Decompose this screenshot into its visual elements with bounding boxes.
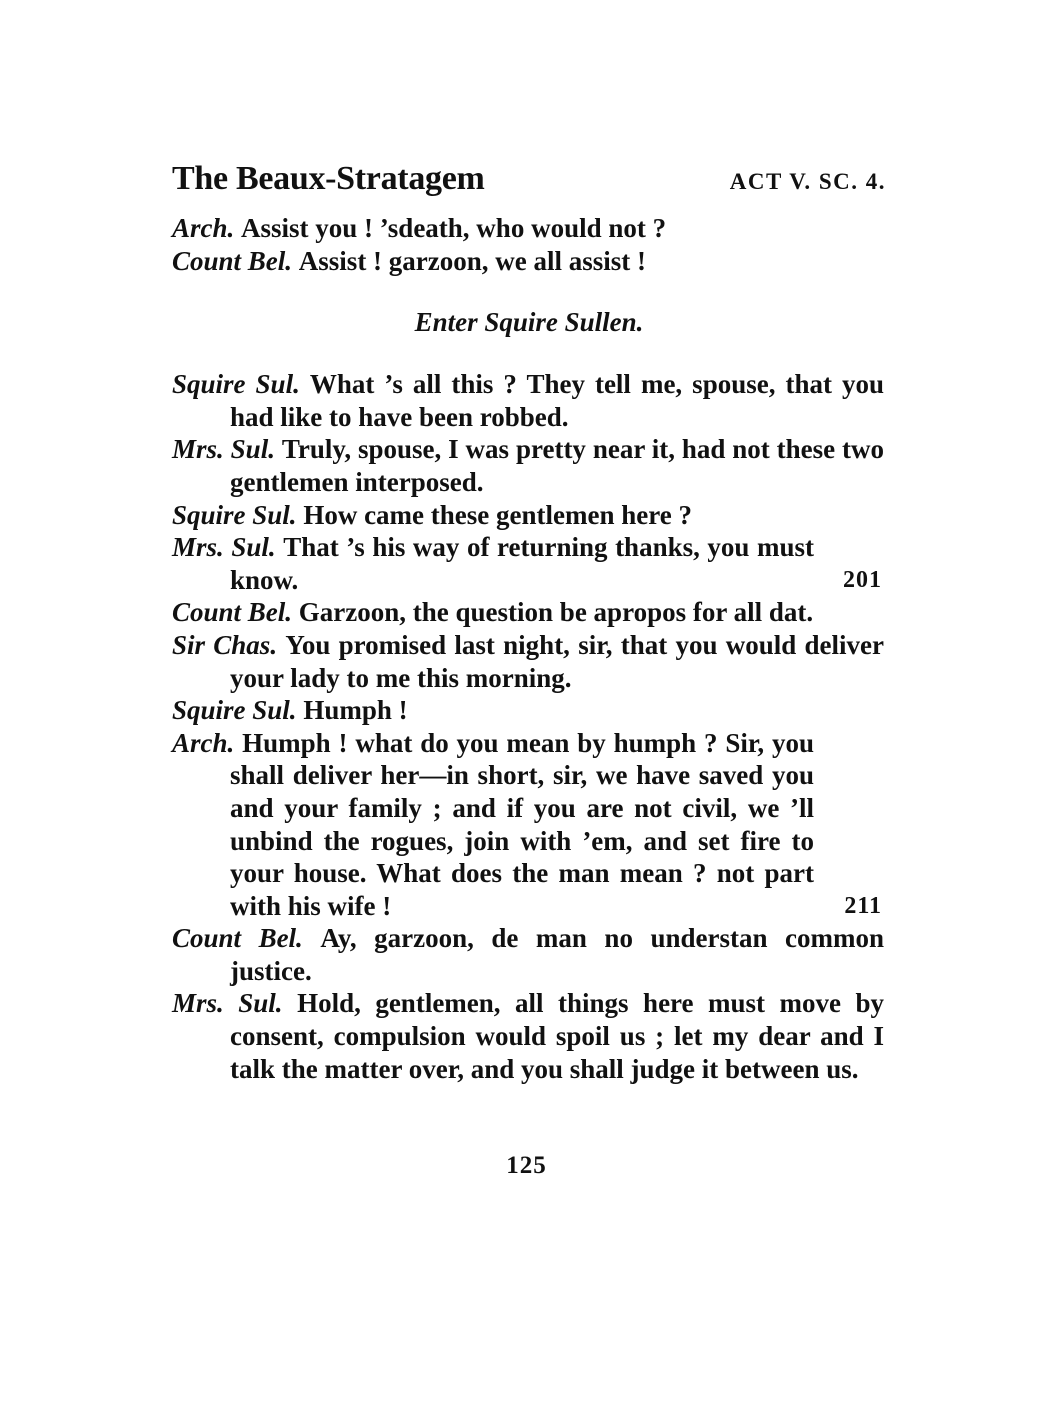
speech xyxy=(172,922,884,987)
speech-text: You promised last night, sir, that you would deliver your lady to me this morning. xyxy=(230,629,885,693)
speech xyxy=(172,987,884,1085)
speech-text: Truly, spouse, I was pretty near it, had not these two gentlemen interposed. xyxy=(230,434,885,497)
speech-text: That ’s his way of returning thanks, you must know. xyxy=(230,532,815,595)
speaker-name: Squire Sul. xyxy=(172,695,297,726)
speaker-name: Arch. xyxy=(172,213,235,243)
speech-text: Assist you ! ’sdeath, who would not ? xyxy=(241,213,667,243)
line-number: 201 xyxy=(843,566,882,593)
speech xyxy=(172,727,884,923)
speech-text: What ’s all this ? They tell me, spouse, that you had like to have been robbed. xyxy=(230,369,885,432)
speaker-name: Count Bel. xyxy=(172,245,293,276)
act-scene-label: ACT V. SC. 4. xyxy=(729,169,886,194)
speaker-name: Squire Sul. xyxy=(172,369,300,400)
speaker-name: Mrs. Sul. xyxy=(172,434,275,465)
speech xyxy=(172,212,884,245)
speech xyxy=(172,245,884,278)
speech xyxy=(172,596,884,629)
stage-direction: Enter Squire Sullen. xyxy=(414,307,644,338)
speaker-name: Squire Sul. xyxy=(172,499,297,530)
speech-text: Assist ! garzoon, we all assist ! xyxy=(298,245,647,276)
speech xyxy=(172,629,884,694)
speaker-name: Arch. xyxy=(172,727,235,758)
speech-text: Garzoon, the question be apropos for all dat. xyxy=(298,597,814,628)
running-head xyxy=(172,160,884,212)
speech-text: Humph ! xyxy=(303,695,408,726)
speech xyxy=(172,531,884,596)
speaker-name: Sir Chas. xyxy=(172,629,278,660)
page-number: 125 xyxy=(506,1152,547,1179)
speaker-name: Mrs. Sul. xyxy=(172,532,276,563)
speaker-name: Count Bel. xyxy=(172,597,293,628)
speech xyxy=(172,368,884,433)
speech xyxy=(172,694,884,727)
line-number: 211 xyxy=(844,892,882,919)
speech-text: How came these gentlemen here ? xyxy=(303,499,692,530)
speaker-name: Count Bel. xyxy=(172,923,303,954)
book-page xyxy=(172,160,884,1085)
speech-text: Humph ! what do you mean by humph ? Sir, you shall deliver her—in short, sir, we have saved you and your family ; and if you are not civil, we ’ll unbind the rogues, join with ’em, and set fire to your house. What does the man mean ? not part with his wife ! xyxy=(230,727,814,921)
speech-text: Hold, gentlemen, all things here must move by consent, compulsion would spoil us ; let my dear and I talk the matter over, and you shall judge it between us. xyxy=(230,988,885,1084)
speech-text: Ay, garzoon, de man no understan common justice. xyxy=(230,923,884,986)
speech xyxy=(172,499,884,532)
speech xyxy=(172,433,884,498)
speaker-name: Mrs. Sul. xyxy=(172,988,283,1019)
running-title: The Beaux-Stratagem xyxy=(172,160,485,197)
